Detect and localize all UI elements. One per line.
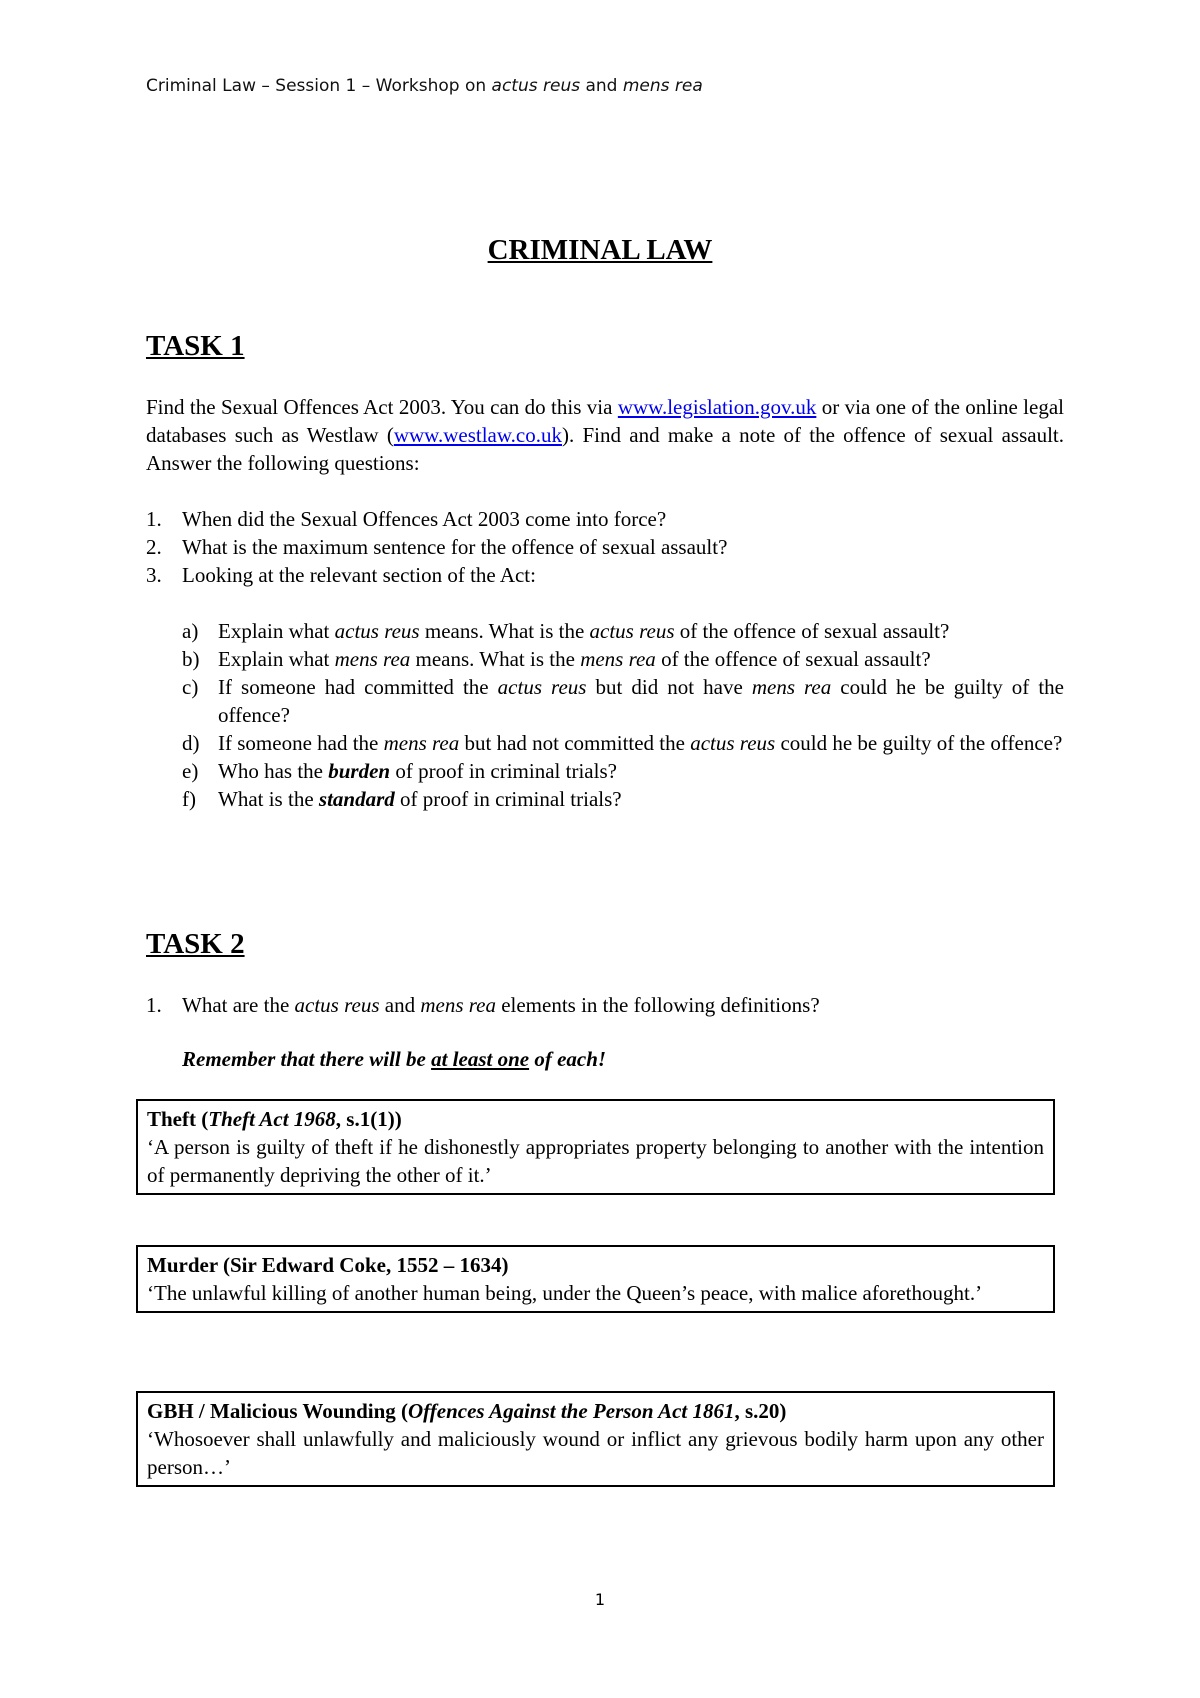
task1-intro <box>146 393 1064 477</box>
text-run: , s.20) <box>734 1399 787 1423</box>
sub-text <box>218 617 1064 645</box>
definition-box-murder <box>136 1245 1055 1313</box>
text-run: Remember that there will be <box>182 1047 432 1071</box>
text-run: Explain what <box>218 619 335 643</box>
header-and: and <box>580 76 623 96</box>
intro-text-1: Find the Sexual Offences Act 2003. You can do this via <box>146 395 618 419</box>
list-item <box>146 561 1064 589</box>
term-standard: standard <box>318 787 395 811</box>
term-mens-rea: mens rea <box>420 993 496 1017</box>
header-mens-rea: mens rea <box>622 76 703 96</box>
emphasis-at-least-one: at least one <box>431 1047 530 1071</box>
task1-sub-question-list <box>182 617 1064 813</box>
term-mens-rea: mens rea <box>383 731 460 755</box>
term-actus-reus: actus reus <box>690 731 776 755</box>
header-actus-reus: actus reus <box>491 76 581 96</box>
sub-text <box>218 673 1064 729</box>
text-run: of the offence of sexual assault? <box>674 619 950 643</box>
text-run: of the offence of sexual assault? <box>655 647 931 671</box>
page-header <box>146 76 703 96</box>
list-item <box>146 533 1064 561</box>
term-mens-rea: mens rea <box>580 647 656 671</box>
text-run: What are the <box>182 993 295 1017</box>
page-number: 1 <box>594 1590 606 1609</box>
document-title: CRIMINAL LAW <box>487 234 713 266</box>
text-run: could he be guilty of the offence? <box>218 675 1064 727</box>
sub-item-d <box>182 729 1064 757</box>
intro-text-3: ). Find and make a note of the offence of sexual assault. Answer the following questions: <box>146 423 1064 475</box>
task1-question-list <box>146 505 1064 589</box>
text-run: What is the <box>218 787 319 811</box>
item-number: 1. <box>146 507 162 531</box>
sub-text <box>218 729 1064 757</box>
text-run: , s.1(1)) <box>335 1107 402 1131</box>
definition-title <box>147 1397 1044 1425</box>
reminder-note <box>182 1047 606 1072</box>
sub-letter: d) <box>182 731 200 755</box>
sub-letter: b) <box>182 647 200 671</box>
term-actus-reus: actus reus <box>589 619 675 643</box>
sub-item-e <box>182 757 1064 785</box>
definition-quote: ‘The unlawful killing of another human being, under the Queen’s peace, with malice aforethought.’ <box>147 1281 983 1305</box>
text-run: could he be guilty of the offence? <box>775 731 1063 755</box>
sub-item-b <box>182 645 1064 673</box>
item-number: 3. <box>146 563 162 587</box>
item-text <box>182 991 820 1019</box>
list-item <box>146 991 1064 1019</box>
term-actus-reus: actus reus <box>497 675 587 699</box>
definition-title <box>147 1105 1044 1133</box>
term-burden: burden <box>328 759 391 783</box>
definition-quote: ‘Whosoever shall unlawfully and maliciously wound or inflict any grievous bodily harm upon any other person…’ <box>147 1427 1044 1479</box>
westlaw-link[interactable]: www.westlaw.co.uk <box>393 423 562 447</box>
text-run: GBH / Malicious Wounding ( <box>147 1399 409 1423</box>
text-run: Explain what <box>218 647 335 671</box>
term-mens-rea: mens rea <box>334 647 411 671</box>
term-actus-reus: actus reus <box>334 619 420 643</box>
sub-letter: a) <box>182 619 199 643</box>
term-actus-reus: actus reus <box>294 993 380 1017</box>
sub-text <box>218 785 1064 813</box>
sub-text <box>218 645 1064 673</box>
item-text: What is the maximum sentence for the offence of sexual assault? <box>182 535 728 559</box>
text-run: means. What is the <box>419 619 590 643</box>
term-mens-rea: mens rea <box>751 675 832 699</box>
legislation-link[interactable]: www.legislation.gov.uk <box>617 395 817 419</box>
item-text: Looking at the relevant section of the Act: <box>182 563 536 587</box>
sub-item-a <box>182 617 1064 645</box>
sub-item-c <box>182 673 1064 729</box>
text-run: and <box>379 993 421 1017</box>
definition-quote: ‘A person is guilty of theft if he dishonestly appropriates property belonging to another with the intention of permanently depriving the other of it.’ <box>147 1135 1044 1187</box>
sub-letter: f) <box>182 787 196 811</box>
sub-letter: c) <box>182 675 199 699</box>
text-run: means. What is the <box>410 647 581 671</box>
task2-question-list <box>146 991 1064 1019</box>
text-run: but had not committed the <box>459 731 691 755</box>
sub-item-f <box>182 785 1064 813</box>
text-run: but did not have <box>586 675 752 699</box>
statute-name: Theft Act 1968 <box>208 1107 336 1131</box>
task1-heading: TASK 1 <box>146 330 245 362</box>
text-run: If someone had committed the <box>218 675 498 699</box>
list-item <box>146 505 1064 533</box>
item-text: When did the Sexual Offences Act 2003 come into force? <box>182 507 667 531</box>
sub-letter: e) <box>182 759 199 783</box>
text-run: of proof in criminal trials? <box>394 787 622 811</box>
intro-text-2: or via one of the online legal databases such as Westlaw ( <box>146 395 1064 447</box>
item-number: 2. <box>146 535 162 559</box>
statute-name: Offences Against the Person Act 1861 <box>408 1399 735 1423</box>
item-number: 1. <box>146 993 162 1017</box>
text-run: Who has the <box>218 759 329 783</box>
text-run: of proof in criminal trials? <box>390 759 617 783</box>
definition-box-theft <box>136 1099 1055 1195</box>
text-run: Theft ( <box>147 1107 209 1131</box>
definition-box-gbh <box>136 1391 1055 1487</box>
text-run: elements in the following definitions? <box>495 993 820 1017</box>
definition-title: Murder (Sir Edward Coke, 1552 – 1634) <box>147 1253 509 1277</box>
header-prefix: Criminal Law – Session 1 – Workshop on <box>146 76 492 96</box>
task2-heading: TASK 2 <box>146 928 245 960</box>
text-run: If someone had the <box>218 731 384 755</box>
text-run: of each! <box>529 1047 607 1071</box>
sub-text <box>218 757 1064 785</box>
